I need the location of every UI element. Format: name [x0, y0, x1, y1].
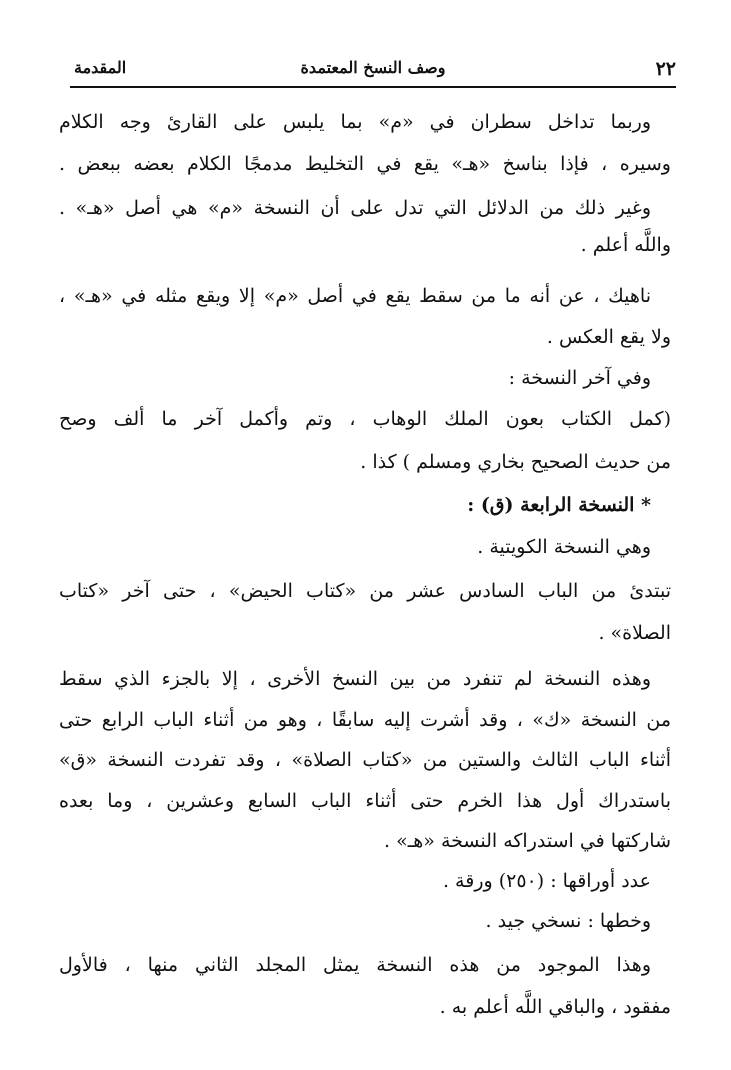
section-heading: * النسخة الرابعة (ق) :	[467, 494, 651, 516]
text-line: تبتدئ من الباب السادس عشر من «كتاب الحيض» ، حتى آخر «كتاب	[59, 580, 671, 602]
text-line: وفي آخر النسخة :	[508, 367, 651, 389]
text-line: وهذه النسخة لم تنفرد من بين النسخ الأخرى ، إلا بالجزء الذي سقط	[59, 668, 651, 690]
running-title: وصف النسخ المعتمدة	[300, 58, 446, 77]
text-line: باستدراك أول هذا الخرم حتى أثناء الباب السابع وعشرين ، وما بعده	[59, 790, 671, 812]
text-line: وهي النسخة الكويتية .	[477, 536, 651, 558]
text-line: وسيره ، فإذا بناسخ «هـ» يقع في التخليط مدمجًا الكلام بعضه ببعض .	[59, 153, 671, 175]
text-line: وربما تداخل سطران في «م» بما يلبس على القارئ وجه الكلام	[59, 111, 651, 133]
text-line: من النسخة «ك» ، وقد أشرت إليه سابقًا ، وهو من أثناء الباب الرابع حتى	[59, 709, 671, 731]
text-line: مفقود ، والباقي اللَّه أعلم به .	[439, 996, 671, 1018]
text-line: وخطها : نسخي جيد .	[485, 910, 651, 932]
text-line: أثناء الباب الثالث والستين من «كتاب الصلاة» ، وقد تفردت النسخة «ق»	[59, 749, 671, 771]
text-line: واللَّه أعلم .	[580, 234, 671, 256]
text-line: شاركتها في استدراكه النسخة «هـ» .	[384, 830, 671, 852]
text-line: عدد أوراقها : (٢٥٠) ورقة .	[442, 870, 651, 892]
text-line: وهذا الموجود من هذه النسخة يمثل المجلد الثاني منها ، فالأول	[59, 954, 651, 976]
section-label: المقدمة	[74, 58, 127, 77]
text-line: (كمل الكتاب بعون الملك الوهاب ، وتم وأكمل آخر ما ألف وصح	[59, 408, 671, 430]
page-header	[70, 52, 676, 88]
text-line: ناهيك ، عن أنه ما من سقط يقع في أصل «م» إلا ويقع مثله في «هـ» ،	[59, 285, 651, 307]
text-line: ولا يقع العكس .	[546, 326, 671, 348]
text-line: وغير ذلك من الدلائل التي تدل على أن النسخة «م» هي أصل «هـ» .	[59, 197, 651, 219]
page-number: ٢٢	[655, 58, 676, 80]
text-line: من حديث الصحيح بخاري ومسلم ) كذا .	[360, 451, 671, 473]
text-line: الصلاة» .	[598, 622, 671, 644]
